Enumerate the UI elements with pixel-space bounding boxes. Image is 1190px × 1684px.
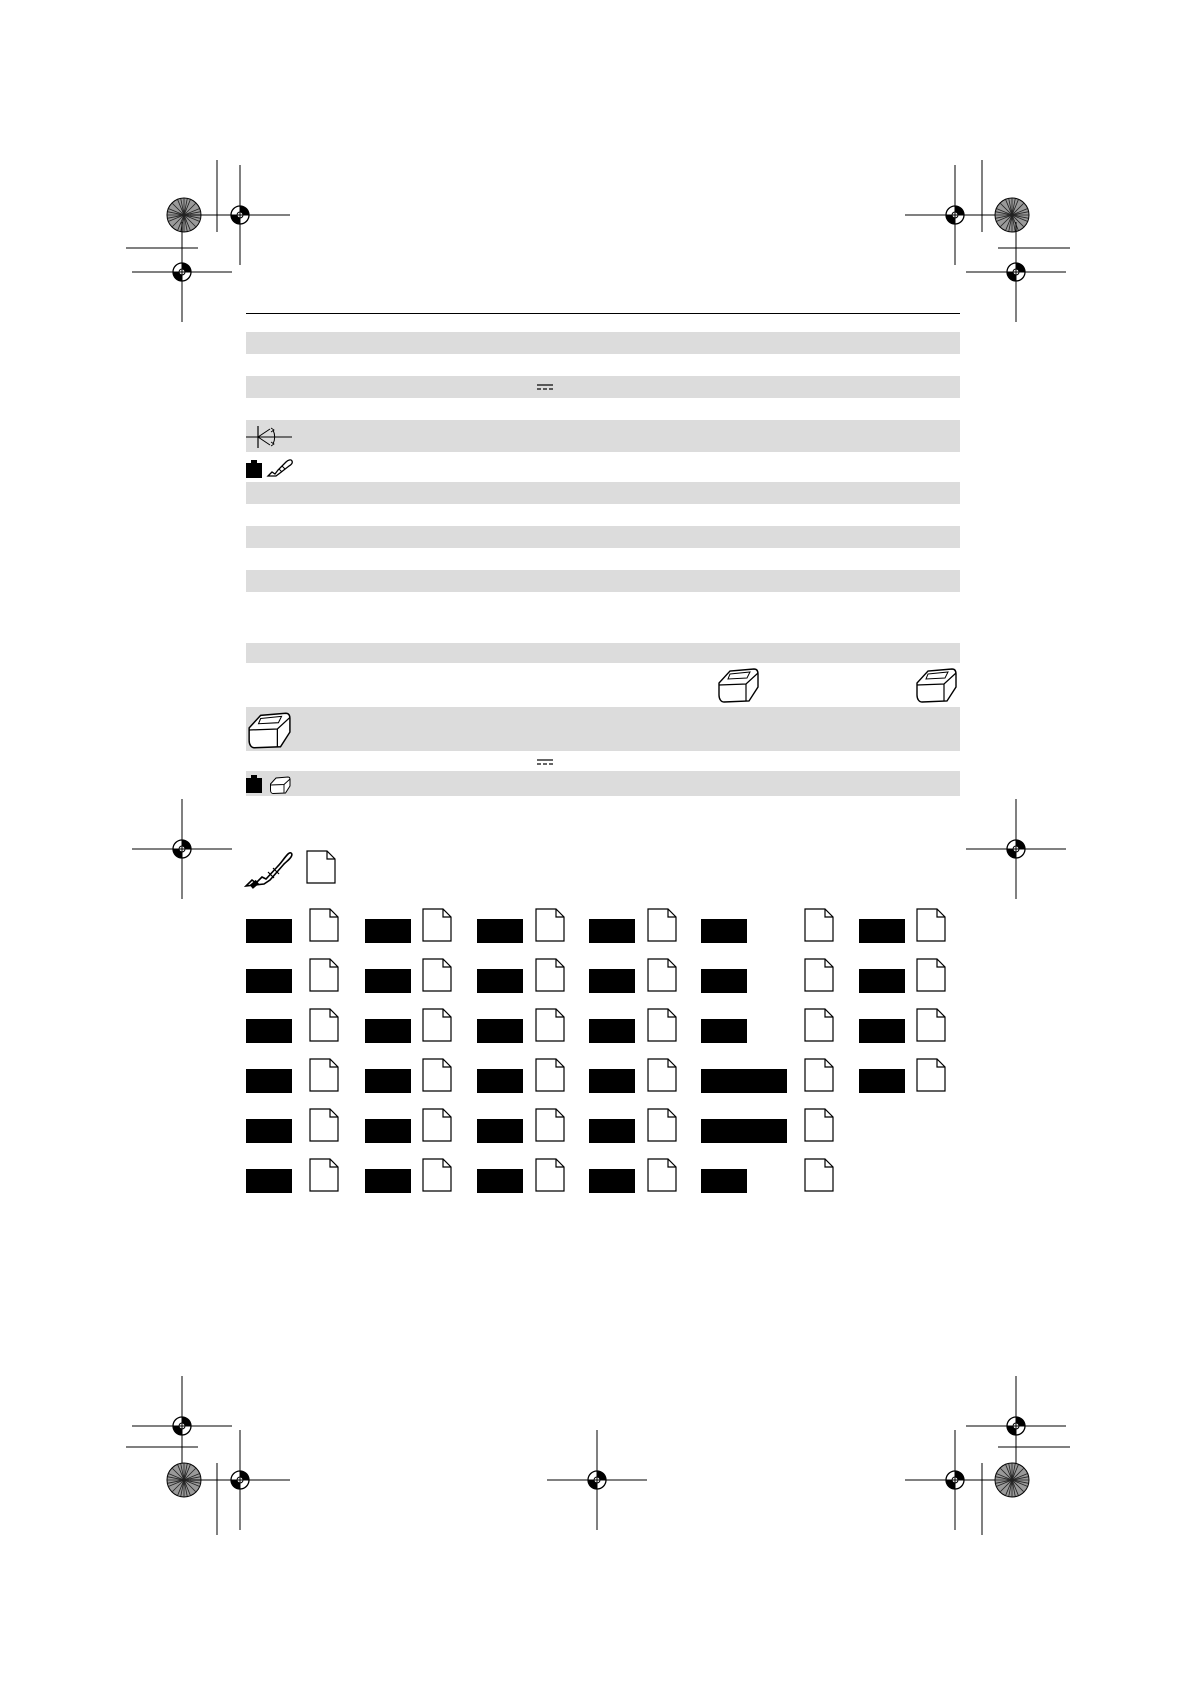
page-reference-icon — [647, 908, 677, 942]
accessory-label-block — [859, 1069, 905, 1093]
registration-mark-icon — [905, 165, 1005, 265]
accessory-label-block — [246, 1069, 292, 1093]
page-reference-icon — [804, 1008, 834, 1042]
page-reference-icon — [804, 1158, 834, 1192]
page-reference-icon — [309, 1108, 339, 1142]
accessory-label-block — [589, 1119, 635, 1143]
page-reference-icon — [422, 1158, 452, 1192]
page-reference-icon — [804, 908, 834, 942]
registration-mark-icon — [132, 1376, 232, 1476]
color-wheel-icon — [995, 1463, 1029, 1497]
accessory-label-block — [477, 1169, 523, 1193]
page-reference-icon — [309, 1058, 339, 1092]
accessory-label-block — [859, 1019, 905, 1043]
page-reference-icon — [647, 1008, 677, 1042]
spec-row-band — [246, 376, 960, 398]
page-reference-icon — [422, 1008, 452, 1042]
battery-pack-icon — [268, 775, 292, 795]
page-reference-icon — [309, 958, 339, 992]
battery-pack-icon — [914, 665, 958, 705]
accessory-label-block — [477, 969, 523, 993]
page-reference-icon — [647, 1058, 677, 1092]
page-reference-icon — [647, 958, 677, 992]
accessory-label-block — [246, 919, 292, 943]
accessory-label-block — [589, 1019, 635, 1043]
battery-pack-icon — [246, 709, 292, 751]
battery-table-header-band — [246, 643, 960, 663]
page-reference-icon — [422, 1058, 452, 1092]
page-reference-icon — [535, 1108, 565, 1142]
page-reference-icon — [916, 1058, 946, 1092]
accessory-label-block — [246, 1119, 292, 1143]
accessory-label-block — [246, 969, 292, 993]
accessory-label-block — [477, 1119, 523, 1143]
spec-row-band — [246, 570, 960, 592]
weight-icon — [246, 775, 262, 793]
accessory-label-block — [701, 1069, 787, 1093]
accessory-label-block — [701, 1019, 747, 1043]
accessory-label-block — [859, 969, 905, 993]
page-reference-icon — [916, 1008, 946, 1042]
page-reference-icon — [535, 1058, 565, 1092]
accessory-label-block — [365, 919, 411, 943]
page-reference-icon — [804, 1108, 834, 1142]
spec-row-band — [246, 482, 960, 504]
spec-row-band — [246, 526, 960, 548]
registration-mark-icon — [905, 1430, 1005, 1530]
color-wheel-icon — [995, 198, 1029, 232]
page-reference-icon — [916, 908, 946, 942]
battery-pack-icon — [716, 665, 760, 705]
accessory-label-block — [246, 1019, 292, 1043]
page-reference-icon — [309, 1158, 339, 1192]
registration-mark-icon — [966, 222, 1066, 322]
registration-mark-icon — [190, 165, 290, 265]
accessory-label-block — [365, 969, 411, 993]
accessory-label-block — [589, 1069, 635, 1093]
page-reference-icon — [535, 958, 565, 992]
accessory-label-block — [589, 969, 635, 993]
page-reference-icon — [804, 958, 834, 992]
page-reference-icon — [306, 850, 336, 884]
accessory-label-block — [246, 1169, 292, 1193]
accessory-label-block — [477, 919, 523, 943]
page-reference-icon — [309, 908, 339, 942]
battery-spec-row-band — [246, 771, 960, 796]
page-reference-icon — [309, 1008, 339, 1042]
dc-voltage-icon — [537, 759, 553, 765]
accessory-label-block — [701, 969, 747, 993]
multi-tool-icon — [244, 844, 294, 890]
registration-mark-icon — [132, 222, 232, 322]
accessory-label-block — [859, 919, 905, 943]
accessory-label-block — [365, 1169, 411, 1193]
page-reference-icon — [535, 908, 565, 942]
accessory-label-block — [477, 1019, 523, 1043]
page-reference-icon — [422, 958, 452, 992]
accessory-label-block — [701, 1169, 747, 1193]
registration-mark-icon — [547, 1430, 647, 1530]
spec-row-band — [246, 332, 960, 354]
accessory-label-block — [589, 919, 635, 943]
header-rule — [246, 313, 960, 314]
weight-icon — [246, 460, 262, 478]
accessory-label-block — [477, 1069, 523, 1093]
registration-mark-icon — [966, 799, 1066, 899]
multi-tool-icon — [266, 456, 294, 478]
registration-mark-icon — [966, 1376, 1066, 1476]
page-reference-icon — [535, 1008, 565, 1042]
page-reference-icon — [647, 1158, 677, 1192]
page-reference-icon — [804, 1058, 834, 1092]
page-reference-icon — [422, 1108, 452, 1142]
oscillation-angle-icon — [246, 424, 292, 450]
registration-mark-icon — [190, 1430, 290, 1530]
accessory-label-block — [701, 1119, 787, 1143]
accessory-label-block — [589, 1169, 635, 1193]
accessory-label-block — [701, 919, 747, 943]
page-reference-icon — [535, 1158, 565, 1192]
page-reference-icon — [422, 908, 452, 942]
spec-row-band — [246, 420, 960, 452]
page-reference-icon — [647, 1108, 677, 1142]
battery-spec-row-band — [246, 707, 960, 751]
accessory-label-block — [365, 1119, 411, 1143]
accessory-label-block — [365, 1069, 411, 1093]
registration-mark-icon — [132, 799, 232, 899]
dc-voltage-icon — [537, 384, 553, 390]
accessory-label-block — [365, 1019, 411, 1043]
page-reference-icon — [916, 958, 946, 992]
